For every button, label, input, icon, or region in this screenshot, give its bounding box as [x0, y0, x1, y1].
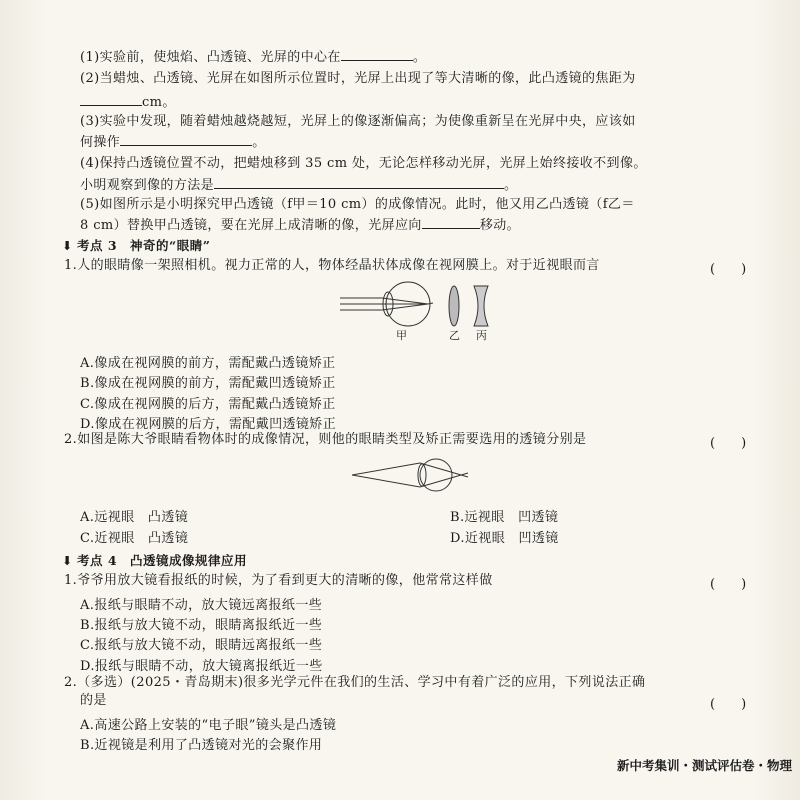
question-text: 1.爷爷用放大镜看报纸的时候，为了看到更大的清晰的像，他常常这样做 [64, 573, 493, 588]
answer-parentheses[interactable]: ( ) [710, 697, 747, 712]
ray [420, 473, 468, 487]
section-heading-3 [62, 236, 210, 254]
section-heading-4 [62, 551, 247, 569]
section-title: 考点 3 神奇的“眼睛” [76, 238, 211, 253]
text: (2)当蜡烛、凸透镜、光屏在如图所示位置时，光屏上出现了等大清晰的像，此凸透镜的焦距为 [80, 71, 636, 86]
q-prev-line-5 [80, 133, 266, 151]
option-d[interactable]: D.报纸与眼睛不动，放大镜离报纸近一些 [80, 659, 323, 674]
q-prev-line-7 [80, 176, 517, 194]
q-prev-line-8 [80, 197, 635, 213]
arrow-down-icon: ⬇ [62, 553, 73, 568]
q-prev-line-6 [80, 156, 647, 172]
question-text: 2.如图是陈大爷眼睛看物体时的成像情况，则他的眼睛类型及矫正需要选用的透镜分别是 [64, 432, 587, 447]
eyeball [420, 459, 452, 491]
answer-parentheses[interactable]: ( ) [710, 577, 747, 592]
text: 移动。 [479, 218, 521, 233]
figure-label: 乙 [449, 329, 460, 342]
text: 小明观察到像的方法是 [80, 178, 215, 193]
q3-1-stem [64, 258, 600, 274]
question-text: 1.人的眼睛像一架照相机。视力正常的人，物体经晶状体成像在视网膜上。对于近视眼而言 [64, 258, 600, 273]
option-c[interactable]: C.报纸与放大镜不动，眼睛远离报纸一些 [80, 638, 323, 653]
option-b[interactable]: B.报纸与放大镜不动，眼睛离报纸近一些 [80, 618, 323, 633]
text: cm。 [142, 95, 176, 110]
q-prev-line-2 [80, 71, 636, 87]
ray [382, 304, 428, 310]
concave-lens [474, 286, 488, 326]
ray [352, 475, 420, 487]
eye-ray-figure [350, 455, 470, 495]
q-prev-line-9 [80, 216, 520, 234]
q-prev-line-4 [80, 114, 636, 130]
option-d[interactable]: D.近视眼 凹透镜 [450, 531, 559, 546]
text: (1)实验前，使烛焰、凸透镜、光屏的中心在 [80, 50, 341, 65]
eye-lens-figure [336, 276, 516, 342]
ray [382, 298, 428, 304]
question-text: 的是 [80, 693, 107, 708]
answer-blank[interactable] [422, 216, 480, 229]
text: (5)如图所示是小明探究甲凸透镜（f甲＝10 cm）的成像情况。此时，他又用乙凸透镜（f乙＝ [80, 197, 635, 212]
figure-label: 甲 [396, 329, 407, 342]
q-prev-line-3 [80, 93, 176, 111]
ray [352, 463, 420, 475]
text: (3)实验中发现，随着蜡烛越烧越短，光屏上的像逐渐偏高；为使像重新呈在光屏中央，应该如 [80, 114, 636, 129]
arrow-down-icon: ⬇ [62, 238, 73, 253]
q-prev-line-1 [80, 48, 426, 66]
answer-blank[interactable] [341, 48, 413, 61]
option-a[interactable]: A.高速公路上安装的“电子眼”镜头是凸透镜 [80, 718, 337, 733]
option-c[interactable]: C.近视眼 凸透镜 [80, 531, 189, 546]
text: 。 [412, 50, 427, 65]
section-title: 考点 4 凸透镜成像规律应用 [76, 553, 248, 568]
convex-lens [449, 286, 459, 326]
text: 。 [252, 135, 266, 150]
option-a[interactable]: A.像成在视网膜的前方，需配戴凸透镜矫正 [80, 356, 336, 371]
question-text: 2.（多选）(2025・青岛期末)很多光学元件在我们的生活、学习中有着广泛的应用，下列说法正确 [64, 675, 646, 690]
q4-1-stem [64, 573, 493, 589]
answer-blank[interactable] [214, 176, 504, 189]
q3-2-stem [64, 432, 586, 448]
text: (4)保持凸透镜位置不动，把蜡烛移到 35 cm 处，无论怎样移动光屏，光屏上始终接收不到像。 [80, 156, 647, 171]
ray [428, 303, 433, 304]
q4-2-stem-cont [80, 693, 107, 709]
option-c[interactable]: C.像成在视网膜的后方，需配戴凸透镜矫正 [80, 397, 336, 412]
option-d[interactable]: D.像成在视网膜的后方，需配戴凹透镜矫正 [80, 417, 337, 432]
answer-parentheses[interactable]: ( ) [710, 262, 747, 277]
option-a[interactable]: A.远视眼 凸透镜 [80, 510, 189, 525]
page-footer: 新中考集训・测试评估卷・物理 [616, 758, 792, 773]
text: 何操作 [80, 135, 121, 150]
answer-parentheses[interactable]: ( ) [710, 436, 747, 451]
option-b[interactable]: B.近视镜是利用了凸透镜对光的会聚作用 [80, 738, 323, 753]
option-b[interactable]: B.像成在视网膜的前方，需配戴凹透镜矫正 [80, 376, 336, 391]
q4-2-stem [64, 675, 645, 691]
option-b[interactable]: B.远视眼 凹透镜 [450, 510, 559, 525]
text: 8 cm）替换甲凸透镜，要在光屏上成清晰的像，光屏应向 [80, 218, 422, 233]
answer-blank[interactable] [120, 133, 252, 146]
figure-label: 丙 [476, 329, 487, 342]
text: 。 [504, 178, 518, 193]
answer-blank[interactable] [80, 93, 142, 106]
option-a[interactable]: A.报纸与眼睛不动，放大镜远离报纸一些 [80, 598, 323, 613]
